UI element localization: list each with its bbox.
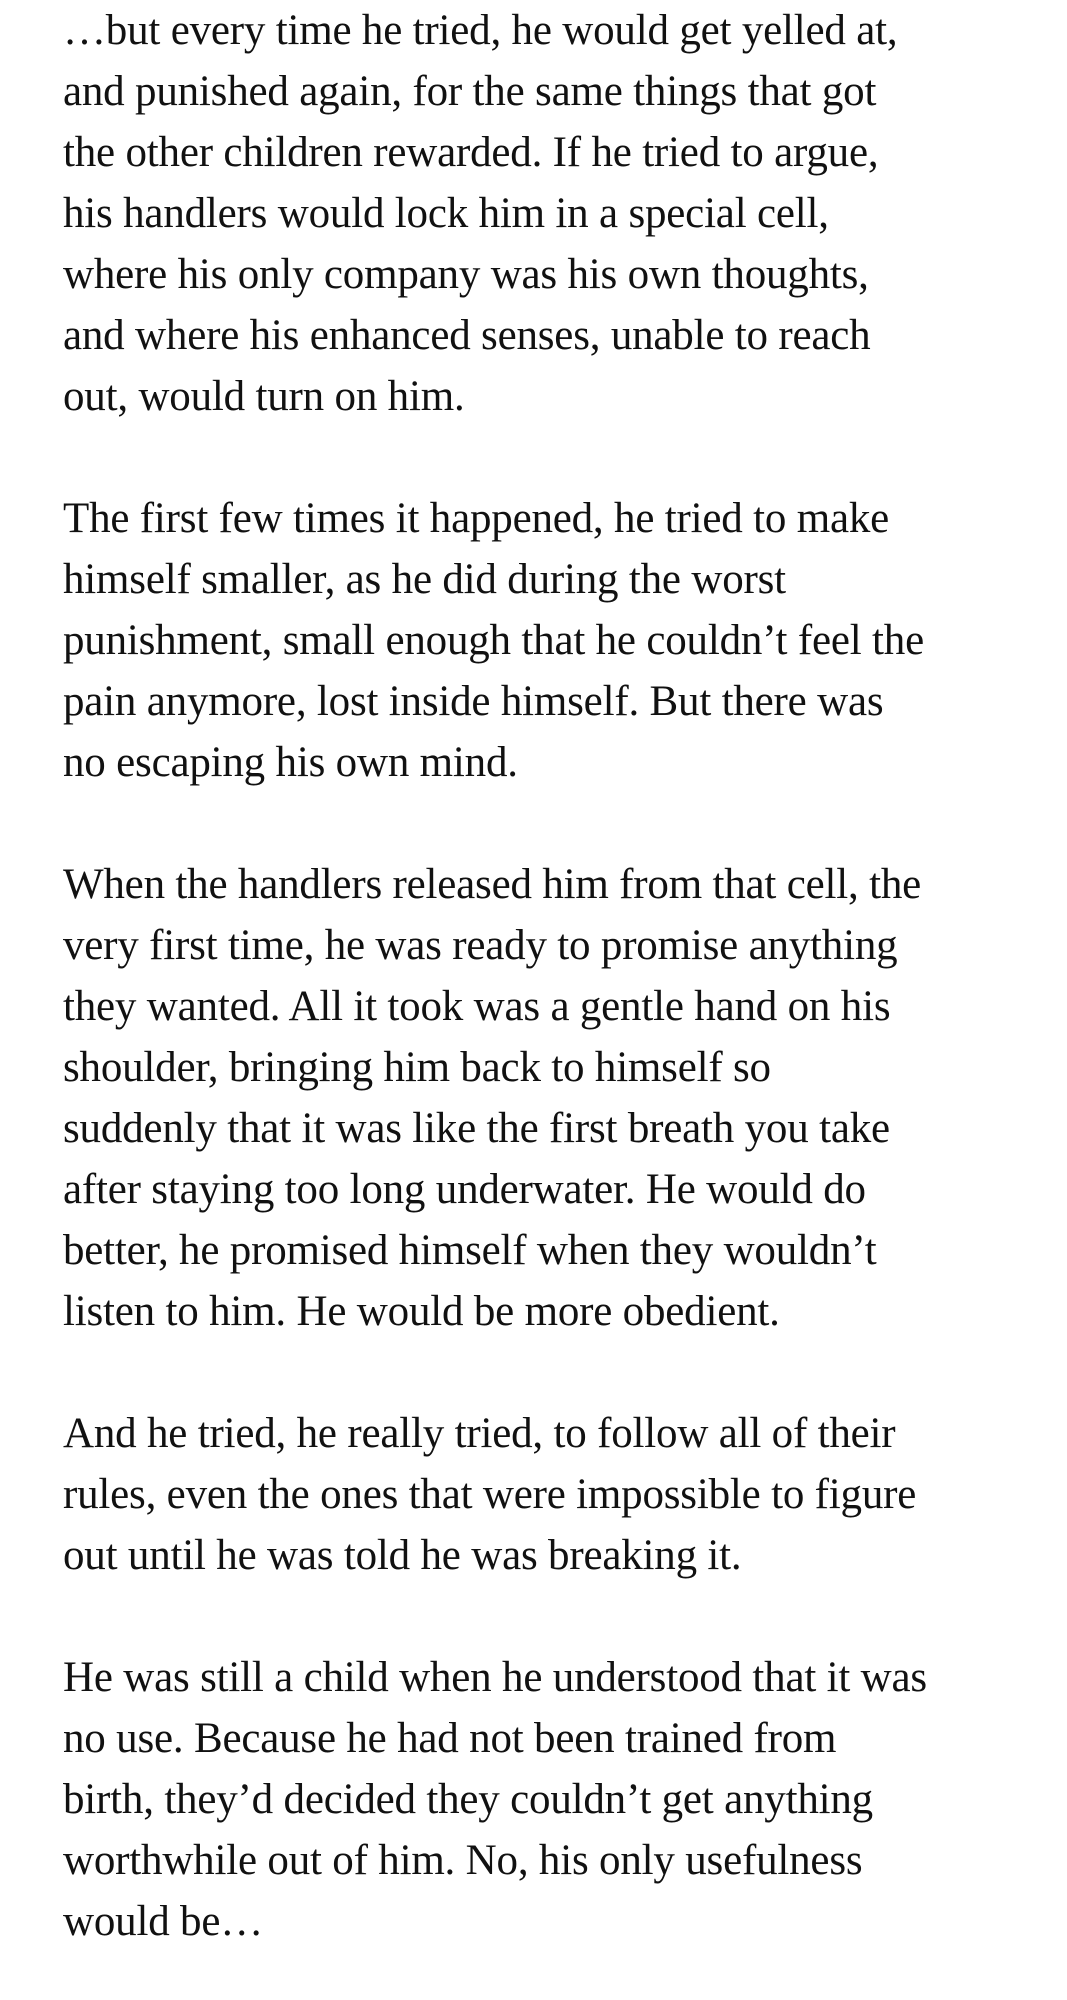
- paragraph-4: And he tried, he really tried, to follow all of their rules, even the ones that were impossible to figure out until he was told he was breaking it.: [63, 1410, 917, 1579]
- paragraph-5: He was still a child when he understood that it was no use. Because he had not been trained from birth, they’d decided they couldn’t get anything worthwhile out of him. No, his only usefulness would be…: [63, 1654, 927, 1945]
- paragraph-2: The first few times it happened, he tried to make himself smaller, as he did during the worst punishment, small enough that he couldn’t feel the pain anymore, lost inside himself. But there was no escaping his own mind.: [63, 495, 924, 786]
- paragraph-3: When the handlers released him from that cell, the very first time, he was ready to promise anything they wanted. All it took was a gentle hand on his shoulder, bringing him back to himself so suddenly that it was like the first breath you take after staying too long underwater. He would do better, he promised himself when they wouldn’t listen to him. He would be more obedient.: [63, 861, 922, 1335]
- paragraph-1: …but every time he tried, he would get yelled at, and punished again, for the same things that got the other children rewarded. If he tried to argue, his handlers would lock him in a special cell, where his only company was his own thoughts, and where his enhanced senses, unable to reach out, would turn on him.: [63, 7, 898, 420]
- story-text: [63, 0, 1023, 1952]
